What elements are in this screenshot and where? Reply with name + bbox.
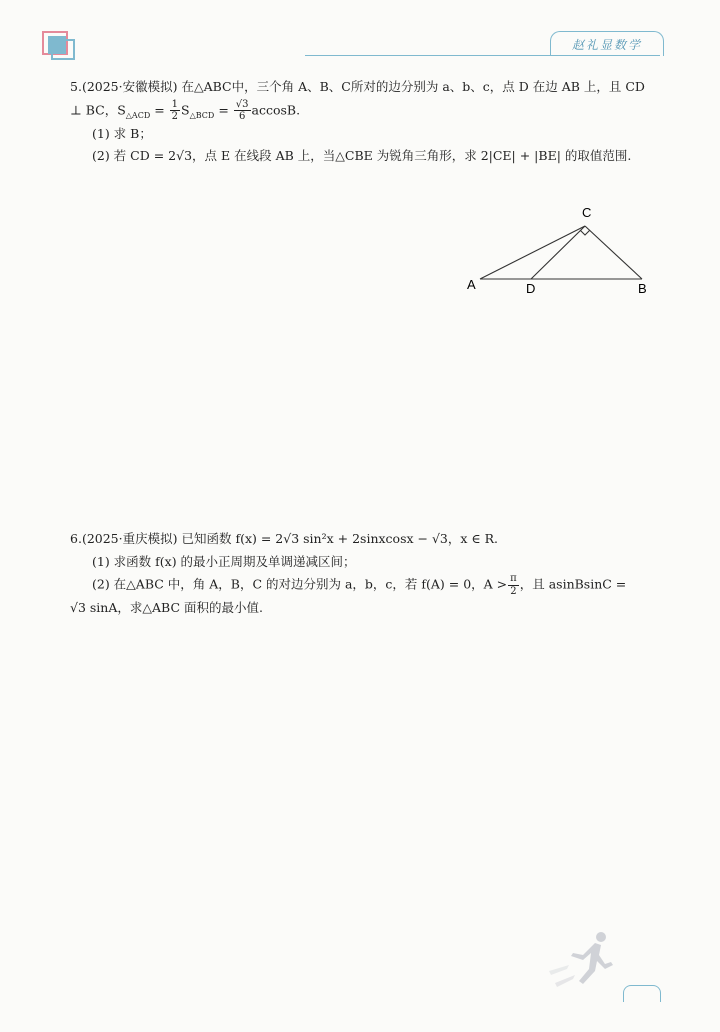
problem-6-q2-a: (2) 在△ABC 中，角 A，B，C 的对边分别为 a，b，c，若 f(A) = 0，A > [92,576,508,592]
label-c: C [582,205,592,220]
area-symbol-s: S [181,102,190,117]
problem-6-q2-continued: √3 sinA，求△ABC 面积的最小值. [70,600,263,615]
segment-cb [585,226,642,279]
problem-5-stem-b-end: accosB. [251,102,301,117]
fraction-one-half-den: 2 [171,111,179,122]
fraction-root3-num: √3 [235,98,249,110]
problem-5-question-1: (1) 求 B； [92,125,152,141]
equals-2: = [214,102,233,117]
page-number-tab [623,985,661,1002]
fraction-pi-num: π [510,573,517,584]
segment-ac [480,226,585,279]
equals-1: = [150,102,169,117]
problem-6-question-2 [70,573,670,597]
brand-label: 赵礼显数学 [550,31,664,56]
label-d: D [526,281,536,296]
problem-5-stem-b-start: ⊥ BC，S [70,102,126,117]
right-angle-mark [581,231,590,236]
label-a: A [467,277,476,292]
area-bcd-subscript: △BCD [189,110,215,120]
problem-5-number: 5. [70,79,82,94]
fraction-one-half [170,99,180,123]
label-b: B [638,281,647,296]
problem-6-stem-text: 已知函数 f(x) = 2√3 sin²x + 2sinxcosx − √3，x ∈ R. [181,531,499,546]
problem-6-number: 6. [70,531,82,546]
problem-5-stem-a: 在△ABC中，三个角 A、B、C所对的边分别为 a、b、c，点 D 在边 AB 上，且 CD [181,79,645,94]
area-acd-subscript: △ACD [125,110,151,120]
problem-5-stem-line-1 [70,76,670,99]
problem-5-question-2: (2) 若 CD = 2√3，点 E 在线段 AB 上，当△CBE 为锐角三角形，求 2|CE| + |BE| 的取值范围. [92,148,632,164]
problem-5-source: (2025·安徽模拟) [81,79,178,94]
problem-5 [70,76,670,168]
fraction-pi-den: 2 [510,585,517,597]
problem-6-stem [70,528,670,551]
fraction-one-half-num: 1 [171,98,179,110]
fraction-root3-over-6 [234,99,251,123]
problem-6 [70,528,670,620]
runner-icon [545,925,620,995]
problem-6-q2-b: ，且 asinBsinC = [519,576,627,592]
problem-6-source: (2025·重庆模拟) [81,531,178,546]
fraction-root3-den: 6 [238,111,246,122]
problem-5-stem-line-2 [70,99,670,123]
problem-6-question-1: (1) 求函数 f(x) 的最小正周期及单调递减区间； [92,553,356,569]
triangle-figure [465,202,665,302]
fraction-pi-over-2 [508,573,519,597]
segment-cd [531,226,585,279]
corner-logo-icon [42,31,76,61]
